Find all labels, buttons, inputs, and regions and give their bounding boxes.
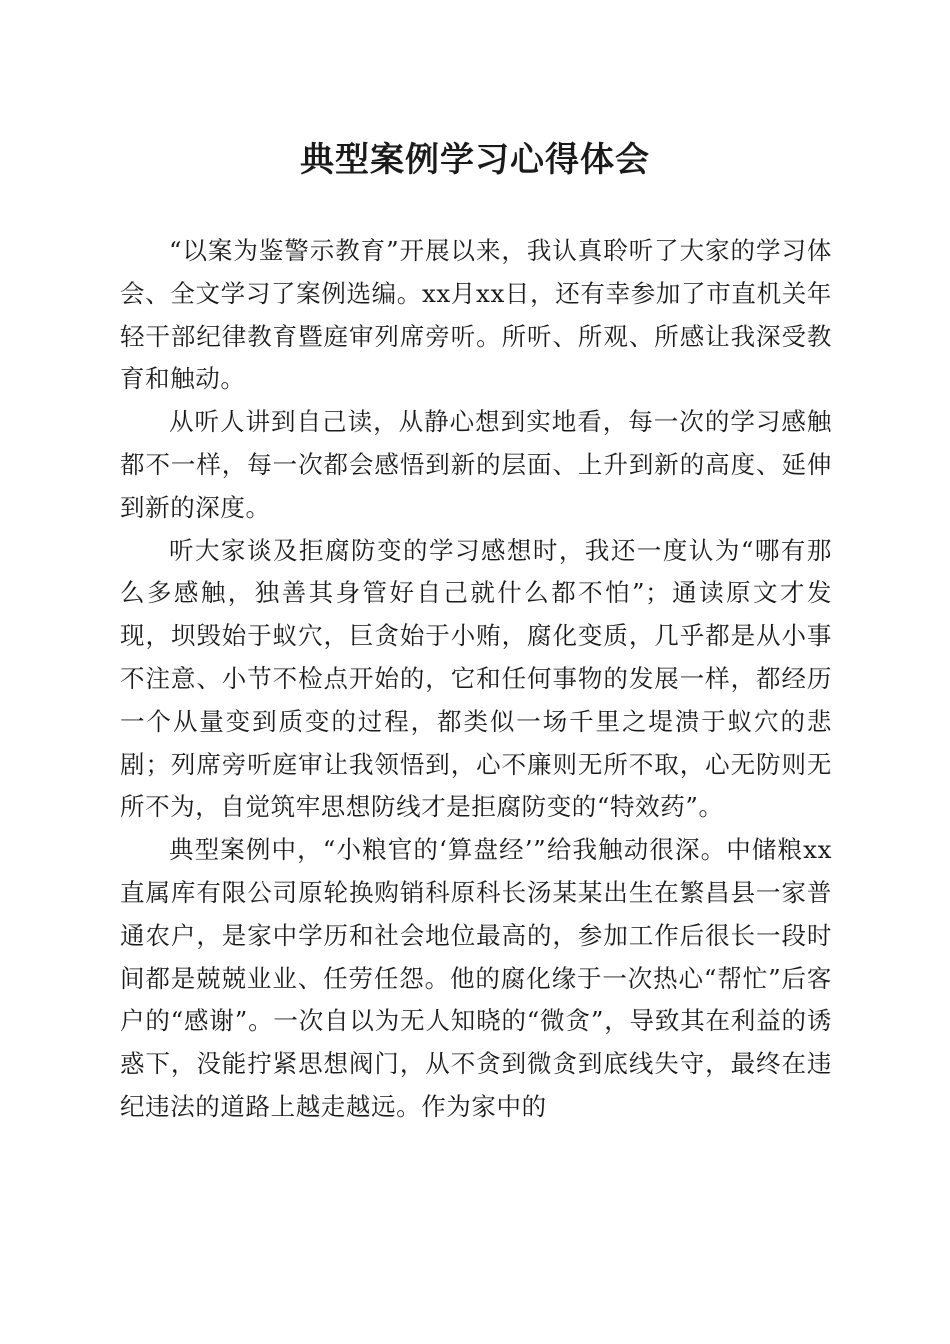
paragraph-learning-depth: 从听人讲到自己读，从静心想到实地看，每一次的学习感触都不一样，每一次都会感悟到新的层面、上升到新的高度、延伸到新的深度。 [120, 407, 832, 522]
document-title: 典型案例学习心得体会 [300, 140, 650, 180]
document-body [120, 230, 832, 1129]
paragraph-case-study: 典型案例中，“小粮官的‘算盘经’”给我触动很深。中储粮xx直属库有限公司原轮换购销科原科长汤某某出生在繁昌县一家普通农户，是家中学历和社会地位最高的，参加工作后很长一段时间都是兢兢业业、任劳任怨。他的腐化缘于一次热心“帮忙”后客户的“感谢”。一次自以为无人知晓的“微贪”，导致其在利益的诱惑下，没能拧紧思想阀门，从不贪到微贪到底线失守，最终在违纪违法的道路上越走越远。作为家中的 [120, 835, 832, 1121]
paragraph-anti-corruption-reflection: 听大家谈及拒腐防变的学习感想时，我还一度认为“哪有那么多感触，独善其身管好自己就什么都不怕”；通读原文才发现，坝毁始于蚁穴，巨贪始于小贿，腐化变质，几乎都是从小事不注意、小节不检点开始的，它和任何事物的发展一样，都经历一个从量变到质变的过程，都类似一场千里之堤溃于蚁穴的悲剧；列席旁听庭审让我领悟到，心不廉则无所不取，心无防则无所不为，自觉筑牢思想防线才是拒腐防变的“特效药”。 [120, 535, 832, 822]
paragraph-intro: “以案为鉴警示教育”开展以来，我认真聆听了大家的学习体会、全文学习了案例选编。xx月xx日，还有幸参加了市直机关年轻干部纪律教育暨庭审列席旁听。所听、所观、所感让我深受教育和触动。 [120, 236, 832, 394]
